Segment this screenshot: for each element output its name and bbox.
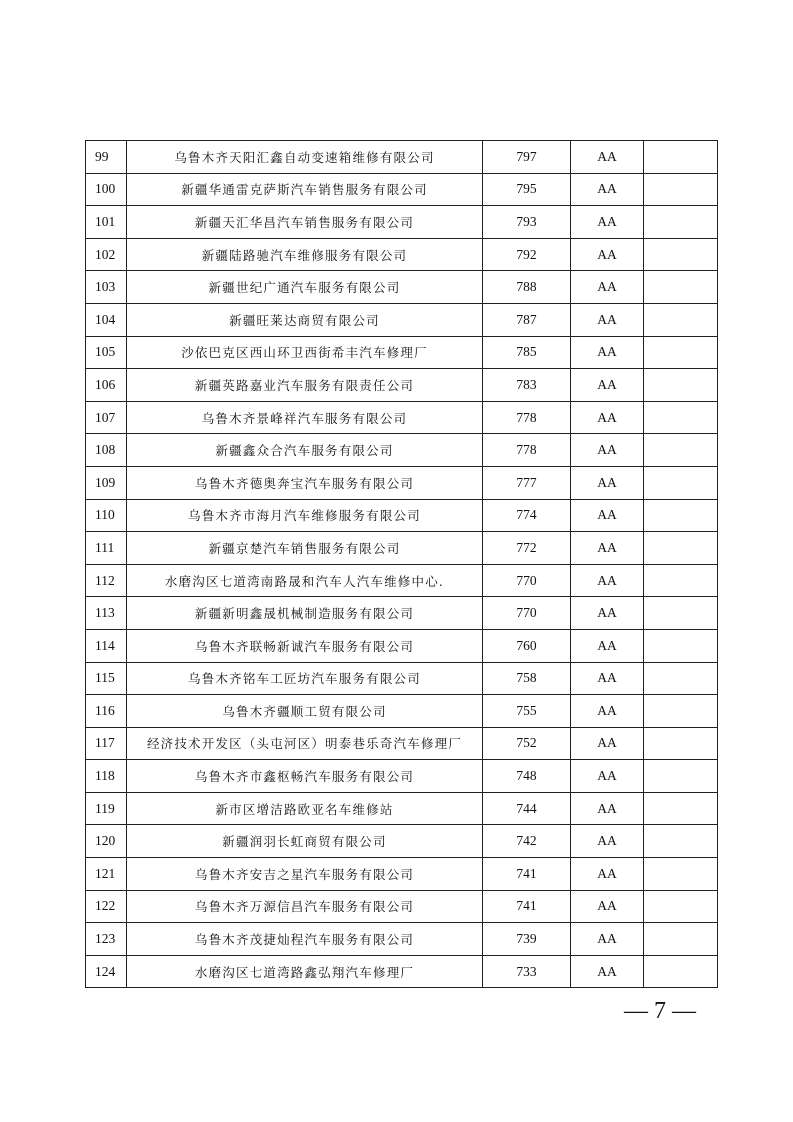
score-cell: 778 (483, 434, 571, 467)
score-cell: 742 (483, 825, 571, 858)
grade-cell: AA (571, 499, 644, 532)
note-cell (644, 695, 718, 728)
note-cell (644, 629, 718, 662)
score-cell: 755 (483, 695, 571, 728)
row-number-cell: 109 (86, 466, 127, 499)
row-number-cell: 123 (86, 923, 127, 956)
score-cell: 793 (483, 206, 571, 239)
row-number-cell: 107 (86, 401, 127, 434)
row-number-cell: 103 (86, 271, 127, 304)
company-name-cell: 乌鲁木齐景峰祥汽车服务有限公司 (127, 401, 483, 434)
company-name-cell: 新疆润羽长虹商贸有限公司 (127, 825, 483, 858)
grade-cell: AA (571, 466, 644, 499)
table-row (86, 597, 718, 630)
table-row (86, 825, 718, 858)
note-cell (644, 662, 718, 695)
row-number-cell: 121 (86, 858, 127, 891)
score-cell: 772 (483, 532, 571, 565)
company-name-cell: 乌鲁木齐德奥奔宝汽车服务有限公司 (127, 466, 483, 499)
note-cell (644, 336, 718, 369)
row-number-cell: 104 (86, 303, 127, 336)
grade-cell: AA (571, 597, 644, 630)
note-cell (644, 597, 718, 630)
company-name-cell: 乌鲁木齐联畅新诚汽车服务有限公司 (127, 629, 483, 662)
company-name-cell: 乌鲁木齐安吉之星汽车服务有限公司 (127, 858, 483, 891)
grade-cell: AA (571, 369, 644, 402)
row-number-cell: 114 (86, 629, 127, 662)
company-name-cell: 乌鲁木齐万源信昌汽车服务有限公司 (127, 890, 483, 923)
company-name-cell: 新疆英路嘉业汽车服务有限责任公司 (127, 369, 483, 402)
grade-cell: AA (571, 792, 644, 825)
row-number-cell: 111 (86, 532, 127, 565)
company-name-cell: 水磨沟区七道湾南路晟和汽车人汽车维修中心. (127, 564, 483, 597)
row-number-cell: 110 (86, 499, 127, 532)
grade-cell: AA (571, 695, 644, 728)
note-cell (644, 792, 718, 825)
table-row (86, 727, 718, 760)
row-number-cell: 113 (86, 597, 127, 630)
note-cell (644, 727, 718, 760)
company-name-cell: 新市区增洁路欧亚名车维修站 (127, 792, 483, 825)
row-number-cell: 122 (86, 890, 127, 923)
company-name-cell: 乌鲁木齐铭车工匠坊汽车服务有限公司 (127, 662, 483, 695)
score-cell: 758 (483, 662, 571, 695)
grade-cell: AA (571, 727, 644, 760)
score-cell: 788 (483, 271, 571, 304)
table-row (86, 890, 718, 923)
table-row (86, 858, 718, 891)
grade-cell: AA (571, 923, 644, 956)
score-cell: 760 (483, 629, 571, 662)
score-cell: 795 (483, 173, 571, 206)
note-cell (644, 564, 718, 597)
grade-cell: AA (571, 271, 644, 304)
table-row (86, 955, 718, 988)
table-row (86, 206, 718, 239)
table-row (86, 923, 718, 956)
score-cell: 752 (483, 727, 571, 760)
ranking-table-body (86, 141, 718, 988)
note-cell (644, 923, 718, 956)
grade-cell: AA (571, 564, 644, 597)
table-row (86, 303, 718, 336)
grade-cell: AA (571, 760, 644, 793)
company-name-cell: 新疆天汇华昌汽车销售服务有限公司 (127, 206, 483, 239)
company-name-cell: 新疆世纪广通汽车服务有限公司 (127, 271, 483, 304)
score-cell: 741 (483, 858, 571, 891)
note-cell (644, 303, 718, 336)
score-cell: 744 (483, 792, 571, 825)
company-name-cell: 新疆旺莱达商贸有限公司 (127, 303, 483, 336)
score-cell: 739 (483, 923, 571, 956)
note-cell (644, 760, 718, 793)
table-row (86, 695, 718, 728)
row-number-cell: 99 (86, 141, 127, 174)
grade-cell: AA (571, 238, 644, 271)
company-name-cell: 沙依巴克区西山环卫西街希丰汽车修理厂 (127, 336, 483, 369)
grade-cell: AA (571, 858, 644, 891)
company-name-cell: 乌鲁木齐天阳汇鑫自动变速箱维修有限公司 (127, 141, 483, 174)
grade-cell: AA (571, 336, 644, 369)
table-row (86, 564, 718, 597)
grade-cell: AA (571, 629, 644, 662)
note-cell (644, 173, 718, 206)
score-cell: 783 (483, 369, 571, 402)
company-name-cell: 经济技术开发区（头屯河区）明泰巷乐奇汽车修理厂 (127, 727, 483, 760)
table-row (86, 792, 718, 825)
table-row (86, 499, 718, 532)
grade-cell: AA (571, 303, 644, 336)
row-number-cell: 116 (86, 695, 127, 728)
score-cell: 792 (483, 238, 571, 271)
note-cell (644, 369, 718, 402)
score-cell: 778 (483, 401, 571, 434)
note-cell (644, 206, 718, 239)
row-number-cell: 119 (86, 792, 127, 825)
row-number-cell: 106 (86, 369, 127, 402)
ranking-table (85, 140, 718, 988)
table-row (86, 336, 718, 369)
score-cell: 733 (483, 955, 571, 988)
score-cell: 785 (483, 336, 571, 369)
note-cell (644, 238, 718, 271)
score-cell: 777 (483, 466, 571, 499)
company-name-cell: 新疆鑫众合汽车服务有限公司 (127, 434, 483, 467)
page-number: — 7 — (624, 998, 696, 1024)
grade-cell: AA (571, 141, 644, 174)
company-name-cell: 乌鲁木齐市海月汽车维修服务有限公司 (127, 499, 483, 532)
row-number-cell: 124 (86, 955, 127, 988)
table-row (86, 271, 718, 304)
note-cell (644, 434, 718, 467)
note-cell (644, 890, 718, 923)
note-cell (644, 271, 718, 304)
score-cell: 770 (483, 597, 571, 630)
grade-cell: AA (571, 662, 644, 695)
note-cell (644, 825, 718, 858)
grade-cell: AA (571, 206, 644, 239)
note-cell (644, 955, 718, 988)
row-number-cell: 118 (86, 760, 127, 793)
score-cell: 741 (483, 890, 571, 923)
score-cell: 770 (483, 564, 571, 597)
note-cell (644, 499, 718, 532)
grade-cell: AA (571, 955, 644, 988)
company-name-cell: 乌鲁木齐疆顺工贸有限公司 (127, 695, 483, 728)
company-name-cell: 乌鲁木齐茂捷灿程汽车服务有限公司 (127, 923, 483, 956)
row-number-cell: 117 (86, 727, 127, 760)
row-number-cell: 108 (86, 434, 127, 467)
grade-cell: AA (571, 173, 644, 206)
row-number-cell: 115 (86, 662, 127, 695)
table-row (86, 173, 718, 206)
table-row (86, 760, 718, 793)
note-cell (644, 858, 718, 891)
note-cell (644, 466, 718, 499)
row-number-cell: 105 (86, 336, 127, 369)
company-name-cell: 新疆京楚汽车销售服务有限公司 (127, 532, 483, 565)
table-row (86, 238, 718, 271)
table-row (86, 369, 718, 402)
grade-cell: AA (571, 434, 644, 467)
score-cell: 787 (483, 303, 571, 336)
note-cell (644, 141, 718, 174)
note-cell (644, 532, 718, 565)
table-row (86, 532, 718, 565)
table-row (86, 401, 718, 434)
row-number-cell: 112 (86, 564, 127, 597)
row-number-cell: 120 (86, 825, 127, 858)
table-row (86, 629, 718, 662)
grade-cell: AA (571, 890, 644, 923)
note-cell (644, 401, 718, 434)
company-name-cell: 新疆陆路驰汽车维修服务有限公司 (127, 238, 483, 271)
row-number-cell: 102 (86, 238, 127, 271)
row-number-cell: 101 (86, 206, 127, 239)
table-row (86, 466, 718, 499)
score-cell: 748 (483, 760, 571, 793)
table-row (86, 662, 718, 695)
table-row (86, 434, 718, 467)
company-name-cell: 新疆华通雷克萨斯汽车销售服务有限公司 (127, 173, 483, 206)
score-cell: 774 (483, 499, 571, 532)
company-name-cell: 新疆新明鑫晟机械制造服务有限公司 (127, 597, 483, 630)
grade-cell: AA (571, 532, 644, 565)
grade-cell: AA (571, 401, 644, 434)
grade-cell: AA (571, 825, 644, 858)
company-name-cell: 水磨沟区七道湾路鑫弘翔汽车修理厂 (127, 955, 483, 988)
company-name-cell: 乌鲁木齐市鑫枢畅汽车服务有限公司 (127, 760, 483, 793)
row-number-cell: 100 (86, 173, 127, 206)
table-row (86, 141, 718, 174)
score-cell: 797 (483, 141, 571, 174)
